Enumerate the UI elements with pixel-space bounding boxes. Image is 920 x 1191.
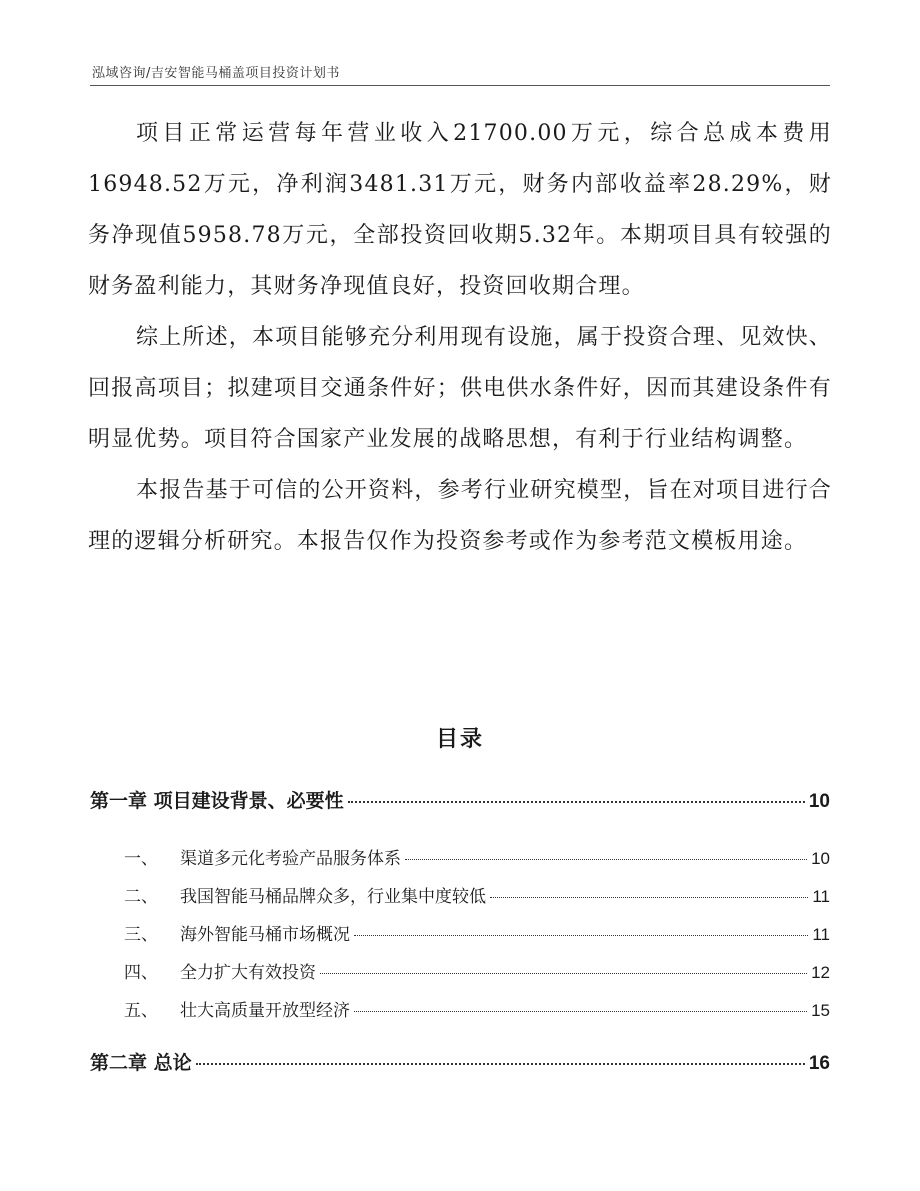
paragraph-disclaimer: 本报告基于可信的公开资料，参考行业研究模型，旨在对项目进行合理的逻辑分析研究。本报告仅作为投资参考或作为参考范文模板用途。 bbox=[88, 478, 833, 554]
toc-section-label: 全力扩大有效投资 bbox=[180, 963, 316, 983]
toc-chapter-1[interactable] bbox=[90, 778, 830, 830]
toc-chapter-2[interactable] bbox=[90, 1034, 830, 1092]
toc-leader-dots bbox=[354, 1011, 807, 1012]
toc-section-2[interactable] bbox=[90, 882, 830, 920]
toc-section-1[interactable] bbox=[90, 830, 830, 882]
paragraph-financial-summary: 项目正常运营每年营业收入21700.00万元，综合总成本费用16948.52万元，净利润3481.31万元，财务内部收益率28.29%，财务净现值5958.78万元，全部投资回收期5.32年。本期项目具有较强的财务盈利能力，其财务净现值良好，投资回收期合理。 bbox=[88, 121, 832, 299]
toc-section-label: 我国智能马桶品牌众多，行业集中度较低 bbox=[180, 887, 486, 907]
toc-section-4[interactable] bbox=[90, 958, 830, 996]
toc-title: 目录 bbox=[435, 727, 484, 752]
toc-page-number: 11 bbox=[812, 887, 830, 906]
toc-leader-dots bbox=[348, 801, 805, 803]
toc-section-label: 壮大高质量开放型经济 bbox=[180, 1001, 350, 1021]
toc-page-number: 11 bbox=[812, 925, 830, 944]
toc-chapter-label: 第一章 项目建设背景、必要性 bbox=[90, 790, 344, 812]
toc-page-number: 12 bbox=[811, 963, 830, 982]
toc-page-number: 16 bbox=[808, 1053, 830, 1074]
header-divider bbox=[90, 85, 830, 86]
toc-section-number: 四、 bbox=[124, 963, 158, 983]
body-text bbox=[88, 108, 832, 567]
toc-section-number: 二、 bbox=[124, 887, 158, 907]
toc-leader-dots bbox=[405, 859, 807, 860]
toc-page-number: 15 bbox=[811, 1001, 830, 1020]
running-header: 泓域咨询/吉安智能马桶盖项目投资计划书 bbox=[92, 66, 340, 81]
toc-section-number: 一、 bbox=[124, 849, 158, 869]
toc-section-label: 海外智能马桶市场概况 bbox=[180, 925, 350, 945]
toc-page-number: 10 bbox=[808, 791, 830, 812]
toc-section-3[interactable] bbox=[90, 920, 830, 958]
table-of-contents bbox=[90, 778, 830, 1092]
paragraph-conclusion: 综上所述，本项目能够充分利用现有设施，属于投资合理、见效快、回报高项目；拟建项目交通条件好；供电供水条件好，因而其建设条件有明显优势。项目符合国家产业发展的战略思想，有利于行业结构调整。 bbox=[88, 325, 833, 452]
toc-page-number: 10 bbox=[811, 849, 830, 868]
toc-section-number: 五、 bbox=[124, 1001, 158, 1021]
toc-leader-dots bbox=[320, 973, 807, 974]
toc-section-5[interactable] bbox=[90, 996, 830, 1034]
toc-leader-dots bbox=[490, 897, 808, 898]
toc-leader-dots bbox=[354, 935, 808, 936]
toc-chapter-label: 第二章 总论 bbox=[90, 1052, 192, 1074]
toc-section-number: 三、 bbox=[124, 925, 158, 945]
toc-leader-dots bbox=[196, 1063, 805, 1065]
toc-section-label: 渠道多元化考验产品服务体系 bbox=[180, 849, 401, 869]
